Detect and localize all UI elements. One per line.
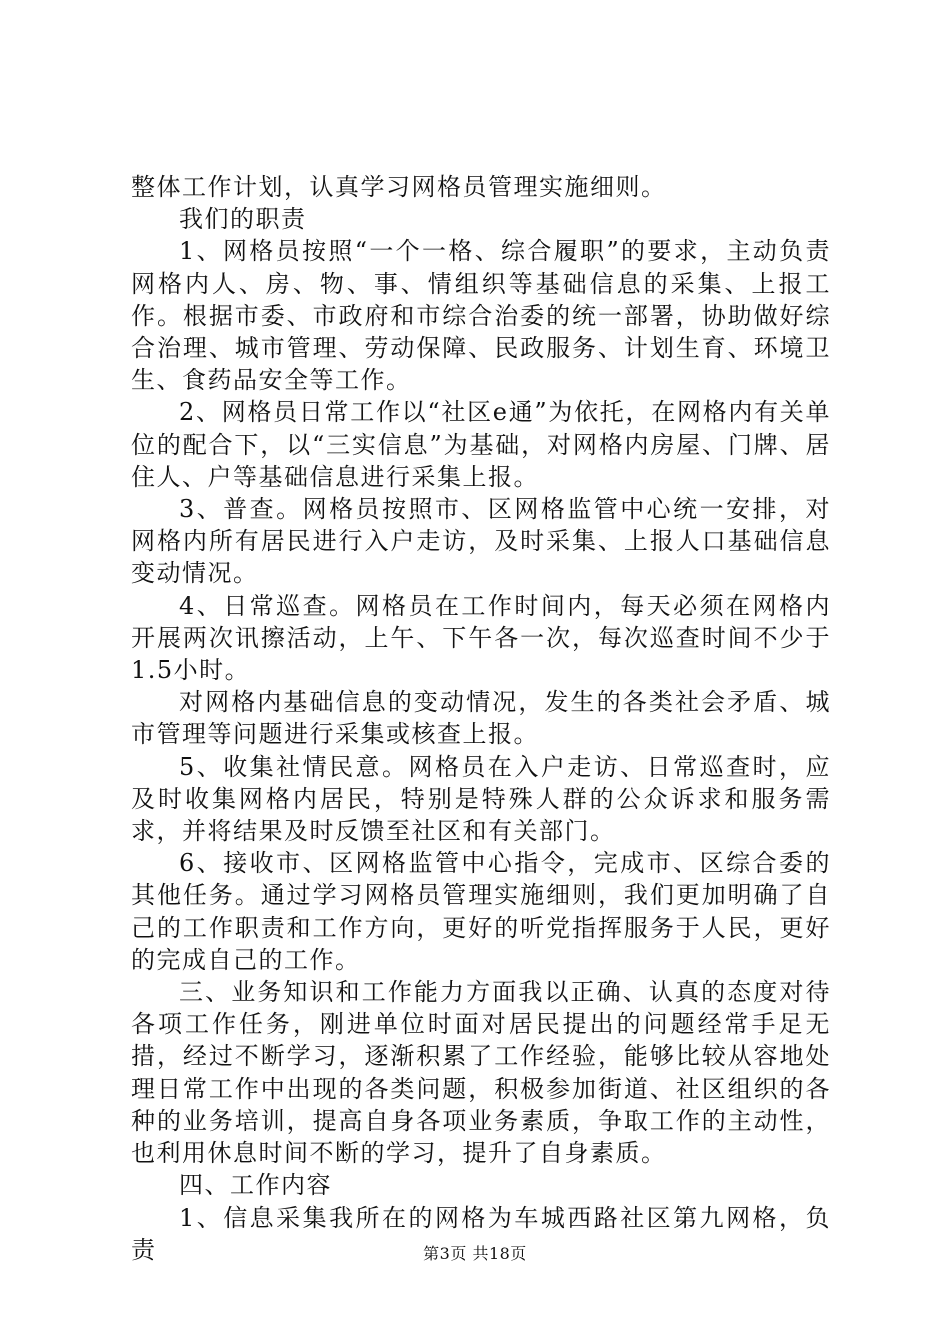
- document-body: [131, 171, 831, 1266]
- paragraph: 5、收集社情民意。网格员在入户走访、日常巡查时，应及时收集网格内居民，特别是特殊人群的公众诉求和服务需求，并将结果及时反馈至社区和有关部门。: [131, 752, 831, 846]
- section-heading: 我们的职责: [179, 205, 307, 234]
- paragraph: 4、日常巡查。网格员在工作时间内，每天必须在网格内开展两次讯擦活动，上午、下午各一次，每次巡查时间不少于1.5小时。: [131, 591, 831, 685]
- paragraph: 3、普查。网格员按照市、区网格监管中心统一安排，对网格内所有居民进行入户走访，及时采集、上报人口基础信息变动情况。: [131, 495, 831, 588]
- paragraph: 1、网格员按照“一个一格、综合履职”的要求，主动负责网格内人、房、物、事、情组织等基础信息的采集、上报工作。根据市委、市政府和市综合治委的统一部署，协助做好综合治理、城市管理、劳动保障、民政服务、计划生育、环境卫生、食药品安全等工作。: [131, 237, 831, 395]
- paragraph: 6、接收市、区网格监管中心指令，完成市、区综合委的其他任务。通过学习网格员管理实施细则，我们更加明确了自己的工作职责和工作方向，更好的听党指挥服务于人民，更好的完成自己的工作。: [131, 849, 831, 974]
- paragraph: 1、信息采集我所在的网格为车城西路社区第九网格，负责: [131, 1203, 831, 1264]
- paragraph: 三、业务知识和工作能力方面我以正确、认真的态度对待各项工作任务，刚进单位时面对居民提出的问题经常手足无措，经过不断学习，逐渐积累了工作经验，能够比较从容地处理日常工作中出现的各类问题，积极参加街道、社区组织的各种的业务培训，提高自身各项业务素质，争取工作的主动性，也利用休息时间不断的学习，提升了自身素质。: [131, 978, 831, 1168]
- paragraph: 整体工作计划，认真学习网格员管理实施细则。: [131, 173, 667, 201]
- section-heading: 四、工作内容: [179, 1171, 332, 1200]
- paragraph: 对网格内基础信息的变动情况，发生的各类社会矛盾、城市管理等问题进行采集或核查上报。: [131, 688, 831, 749]
- page-number-footer: 第3页 共18页: [423, 1244, 527, 1263]
- paragraph: 2、网格员日常工作以“社区e通”为依托，在网格内有关单位的配合下，以“三实信息”为基础，对网格内房屋、门牌、居住人、户等基础信息进行采集上报。: [131, 398, 831, 491]
